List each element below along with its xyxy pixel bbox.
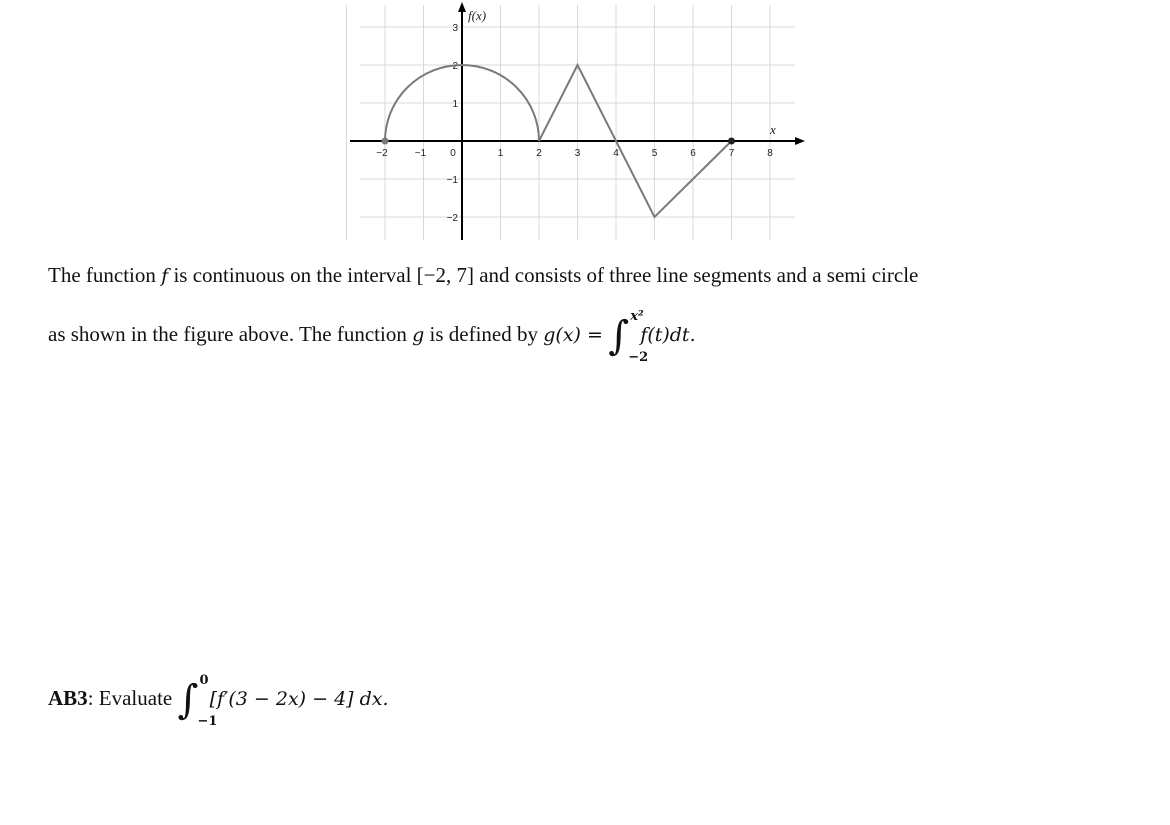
endpoint-left [382,138,389,145]
y-axis-arrow-icon [458,2,466,12]
graph-svg [340,0,810,242]
integral-lower-limit: −1 [197,714,218,729]
x-tick-label: 0 [450,148,456,159]
text-segment: as shown in the figure above. The function [48,321,413,346]
x-axis-label: x [770,122,776,137]
paragraph-line-2 [48,309,696,365]
text-segment: The function [48,263,162,287]
x-axis-arrow-icon [795,137,805,145]
function-graph [340,0,810,242]
x-tick-label: 4 [613,148,619,159]
integral-upper-limit: 0 [199,673,209,688]
x-tick-label: −2 [376,148,388,159]
endpoint-right [728,138,735,145]
y-tick-label: −1 [446,175,458,186]
integral-lower-limit: −2 [628,350,649,365]
x-tick-label: 6 [690,148,696,159]
integrand-ft: f(t)dt. [640,323,696,346]
x-tick-label: 8 [767,148,773,159]
math-gx: g(x) = [543,323,603,346]
text-segment: is defined by [424,321,544,346]
math-g: g [412,323,425,346]
x-tick-label: 3 [574,148,581,159]
integrand-ab3: [f′(3 − 2x) − 4] dx. [209,687,389,710]
x-tick-label: 5 [651,148,658,159]
evaluate-text: Evaluate [93,685,178,710]
x-tick-label: 2 [536,148,542,159]
integral-upper-limit: x² [630,309,644,324]
integral-ab3 [177,673,218,729]
y-axis-label: f(x) [468,8,487,23]
x-tick-label: 1 [497,148,504,159]
y-tick-labels [447,23,459,224]
x-tick-label: 7 [728,148,735,159]
integral-g [608,309,649,365]
integral-sign-icon: ∫ [608,313,630,359]
grid-lines [347,5,796,240]
y-tick-label: −2 [446,213,458,224]
y-tick-label: 2 [452,61,458,72]
y-tick-label: 1 [452,99,458,110]
math-f: f [161,265,169,287]
question-label: AB3 [48,685,88,710]
text-segment: is continuous on the interval [−2, 7] and consists of three line segments and a semi circle [168,263,919,287]
x-tick-label: −1 [414,148,427,159]
colon: : [87,685,94,710]
paragraph-line-1 [48,262,918,289]
integral-sign-icon: ∫ [177,677,199,723]
y-tick-label: 3 [452,23,458,34]
question-ab3 [48,673,389,729]
